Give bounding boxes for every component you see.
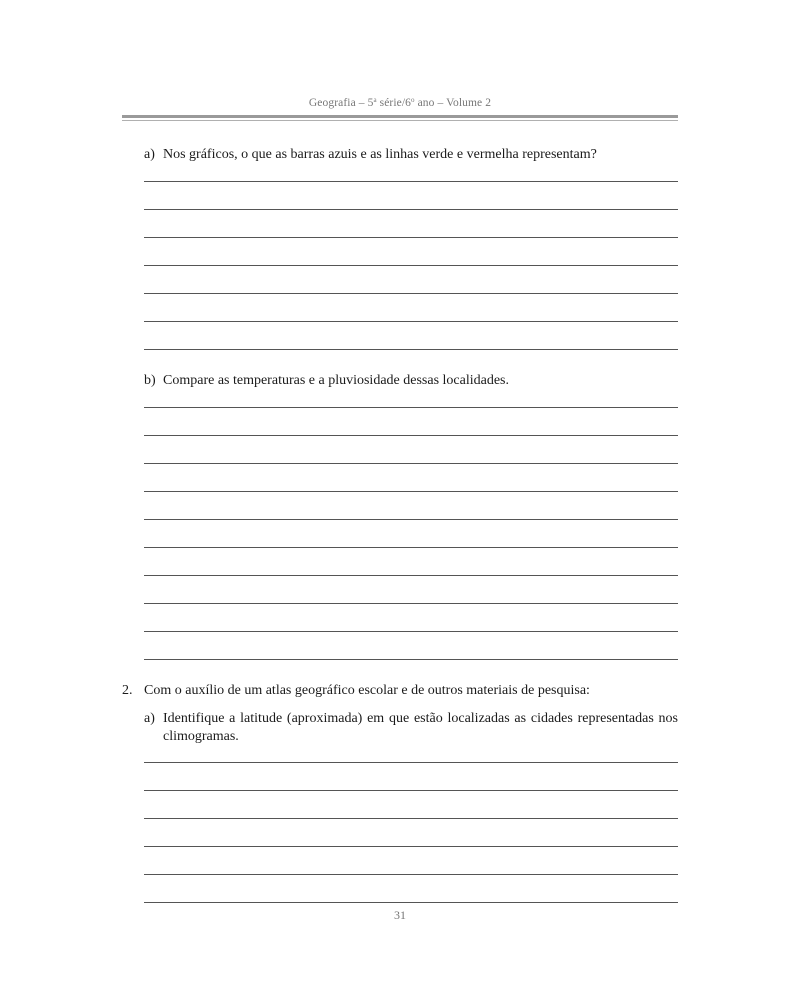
answer-line[interactable] [144, 293, 678, 294]
question-1b [144, 372, 678, 390]
answer-line[interactable] [144, 631, 678, 632]
header-sup-grade: a [373, 96, 377, 104]
answer-line[interactable] [144, 321, 678, 322]
answer-line[interactable] [144, 762, 678, 763]
question-2a-text: Identifique a latitude (aproximada) em que estão localizadas as cidades representadas nos climogramas. [163, 711, 678, 744]
answer-line[interactable] [144, 603, 678, 604]
answer-line[interactable] [144, 349, 678, 350]
question-2a-marker: a) [144, 711, 155, 726]
answer-line[interactable] [144, 790, 678, 791]
question-2-text: Com o auxílio de um atlas geográfico escolar e de outros materiais de pesquisa: [144, 683, 590, 698]
page-number: 31 [394, 908, 406, 922]
question-2a [144, 710, 678, 746]
question-1a [144, 146, 678, 164]
answer-line[interactable] [144, 519, 678, 520]
answer-line[interactable] [144, 902, 678, 903]
answer-line[interactable] [144, 491, 678, 492]
header-text-after: ano – Volume 2 [414, 97, 492, 109]
question-1b-text: Compare as temperaturas e a pluviosidade dessas localidades. [163, 373, 509, 388]
question-1b-marker: b) [144, 373, 156, 388]
question-1a-text: Nos gráficos, o que as barras azuis e as linhas verde e vermelha representam? [163, 147, 597, 162]
question-2-marker: 2. [122, 683, 133, 698]
running-header [122, 96, 678, 109]
answer-line[interactable] [144, 547, 678, 548]
header-rule-thick [122, 115, 678, 118]
header-sup-year: o [411, 96, 415, 104]
answer-line[interactable] [144, 659, 678, 660]
answer-line[interactable] [144, 818, 678, 819]
answer-line[interactable] [144, 265, 678, 266]
answer-line[interactable] [144, 575, 678, 576]
answer-line[interactable] [144, 874, 678, 875]
answer-line[interactable] [144, 209, 678, 210]
header-text-before: Geografia – 5 [308, 97, 374, 109]
answer-line[interactable] [144, 181, 678, 182]
answer-line[interactable] [144, 435, 678, 436]
question-2 [122, 682, 678, 700]
header-rule-thin [122, 120, 678, 121]
answer-line[interactable] [144, 846, 678, 847]
answer-line[interactable] [144, 407, 678, 408]
header-text-middle: série/6 [376, 97, 411, 109]
answer-line[interactable] [144, 463, 678, 464]
answer-line[interactable] [144, 237, 678, 238]
question-1a-marker: a) [144, 147, 155, 162]
